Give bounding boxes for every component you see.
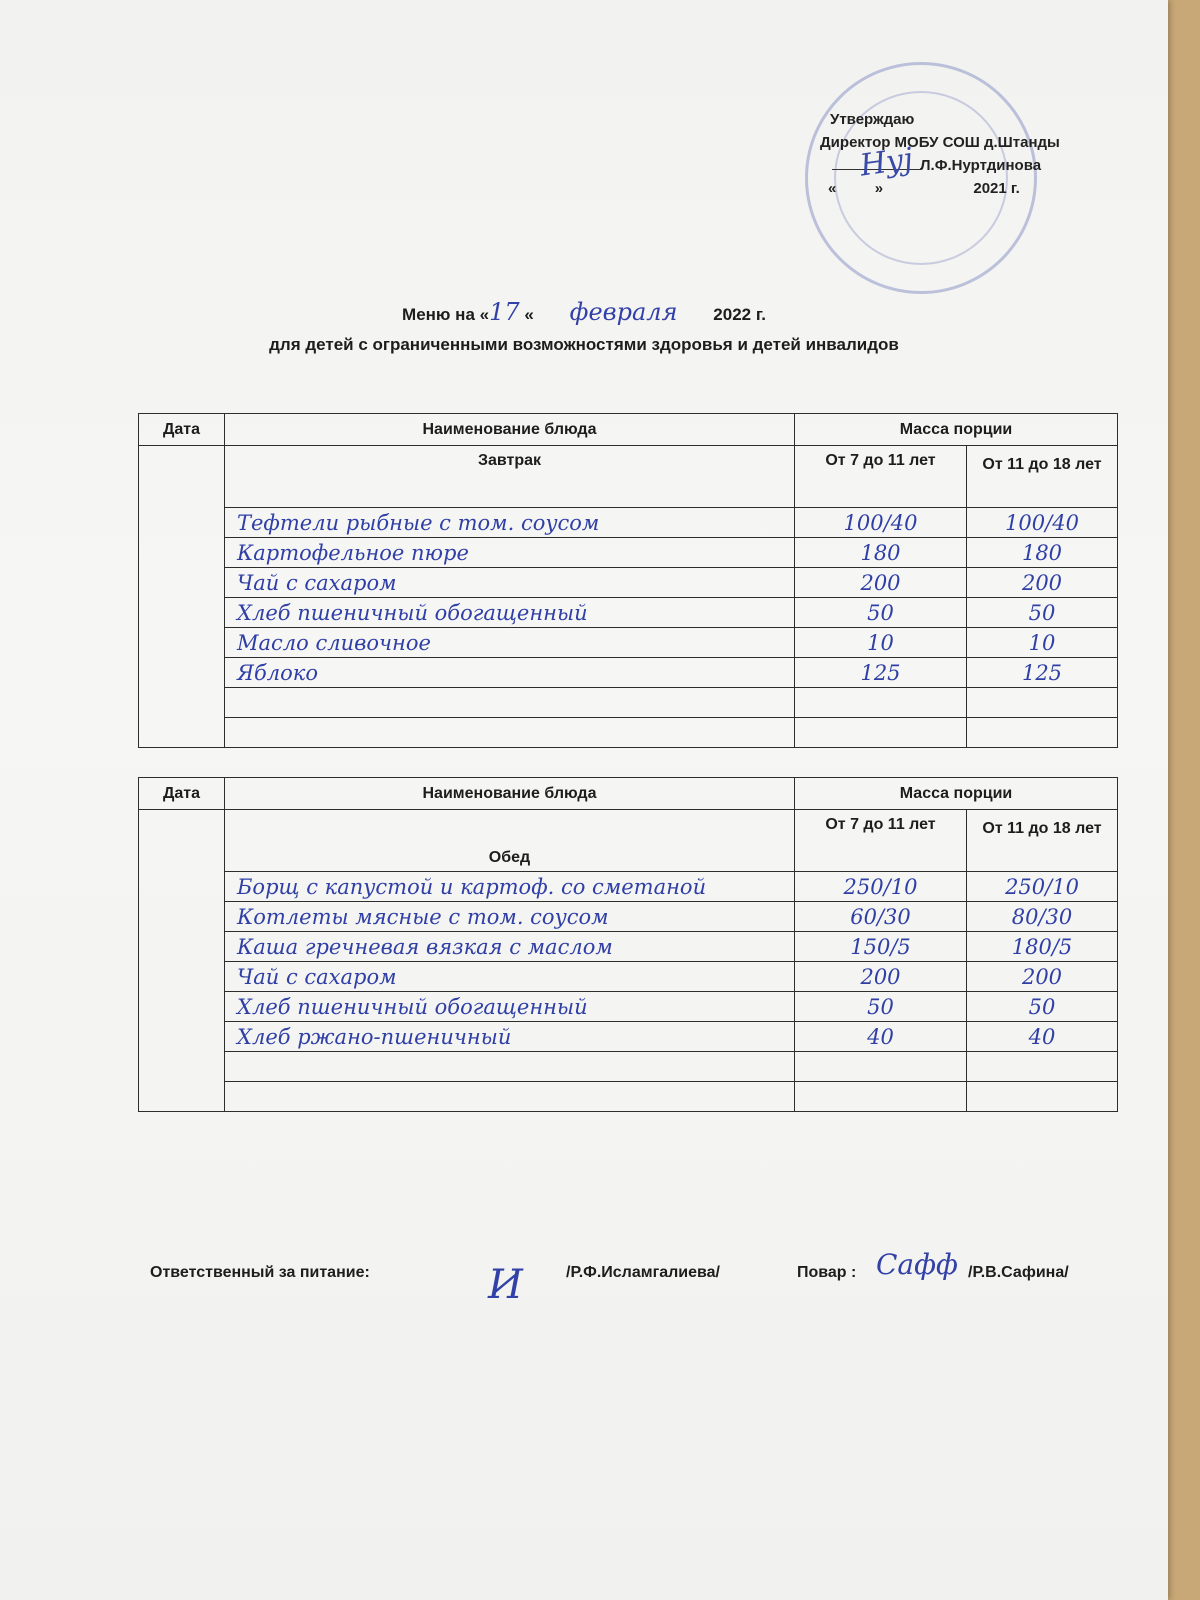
table-row-mass-junior: 125 [795, 658, 967, 688]
table-row-dish: Чай с сахаром [225, 962, 795, 992]
table-row-mass-junior: 50 [795, 598, 967, 628]
table-row-mass-senior: 80/30 [967, 902, 1118, 932]
date-cell [139, 810, 225, 1112]
table-row-mass-senior [967, 1052, 1118, 1082]
table-row-mass-junior: 150/5 [795, 932, 967, 962]
table-row-dish: Каша гречневая вязкая с маслом [225, 932, 795, 962]
table-row-mass-senior [967, 1082, 1118, 1112]
table-row-mass-senior: 125 [967, 658, 1118, 688]
responsible-signature: И [488, 1262, 523, 1308]
col-dish-header: Наименование блюда [225, 414, 795, 446]
table-row-mass-junior: 180 [795, 538, 967, 568]
table-row-mass-junior: 200 [795, 962, 967, 992]
title-mid: « [524, 305, 534, 324]
title-day: 17 [489, 298, 520, 326]
director-signature: Нуј [857, 141, 916, 184]
table-row-dish [225, 688, 795, 718]
meal-label: Обед [225, 810, 795, 872]
responsible-label: Ответственный за питание: [150, 1264, 370, 1281]
table-row-mass-junior: 200 [795, 568, 967, 598]
title-month: февраля [569, 298, 678, 326]
title-year: 2022 г. [713, 305, 766, 324]
col-mass-header: Масса порции [795, 414, 1118, 446]
director-name: Л.Ф.Нуртдинова [920, 157, 1042, 174]
title-prefix: Меню на « [402, 305, 490, 324]
table-row-dish: Борщ с капустой и картоф. со сметаной [225, 872, 795, 902]
table-row-mass-senior: 50 [967, 992, 1118, 1022]
col-date-header: Дата [139, 778, 225, 810]
menu-subtitle: для детей с ограниченными возможностями здоровья и детей инвалидов [269, 335, 899, 354]
age-1-header: От 7 до 11 лет [795, 810, 967, 872]
table-row-dish: Чай с сахаром [225, 568, 795, 598]
table-row-mass-senior: 180/5 [967, 932, 1118, 962]
table-row-mass-senior: 10 [967, 628, 1118, 658]
table-row-mass-senior: 200 [967, 962, 1118, 992]
table-row-mass-senior: 100/40 [967, 508, 1118, 538]
table-row-mass-junior: 100/40 [795, 508, 967, 538]
date-open-quote: « [828, 180, 837, 197]
table-row-dish [225, 1052, 795, 1082]
table-row-dish: Картофельное пюре [225, 538, 795, 568]
table-row-mass-junior: 250/10 [795, 872, 967, 902]
col-dish-header: Наименование блюда [225, 778, 795, 810]
table-row-mass-junior: 50 [795, 992, 967, 1022]
approval-year: 2021 г. [973, 180, 1020, 197]
table-row-mass-junior: 60/30 [795, 902, 967, 932]
table-row-mass-senior [967, 718, 1118, 748]
table-row-mass-junior: 40 [795, 1022, 967, 1052]
cook-signature: Сафф [876, 1248, 958, 1281]
responsible-name: /Р.Ф.Исламгалиева/ [566, 1264, 720, 1281]
age-2-header: От 11 до 18 лет [967, 810, 1118, 872]
table-row-dish: Хлеб пшеничный обогащенный [225, 598, 795, 628]
table-row-mass-senior: 40 [967, 1022, 1118, 1052]
meal-label: Завтрак [225, 446, 795, 508]
table-row-mass-junior [795, 1082, 967, 1112]
date-cell [139, 446, 225, 748]
approval-line-1: Утверждаю [830, 111, 915, 128]
table-row-dish: Масло сливочное [225, 628, 795, 658]
table-row-mass-senior: 180 [967, 538, 1118, 568]
table-row-dish: Тефтели рыбные с том. соусом [225, 508, 795, 538]
table-row-dish: Хлеб пшеничный обогащенный [225, 992, 795, 1022]
table-row-mass-junior [795, 1052, 967, 1082]
table-row-mass-junior: 10 [795, 628, 967, 658]
table-row-dish [225, 718, 795, 748]
table-row-dish: Хлеб ржано-пшеничный [225, 1022, 795, 1052]
menu-title [0, 298, 1168, 326]
cook-name: /Р.В.Сафина/ [968, 1264, 1069, 1281]
table-row-mass-senior: 250/10 [967, 872, 1118, 902]
table-row-mass-senior: 200 [967, 568, 1118, 598]
lunch-table [138, 777, 1118, 1112]
age-1-header: От 7 до 11 лет [795, 446, 967, 508]
table-row-dish [225, 1082, 795, 1112]
table-row-mass-senior [967, 688, 1118, 718]
col-mass-header: Масса порции [795, 778, 1118, 810]
table-row-mass-junior [795, 688, 967, 718]
col-date-header: Дата [139, 414, 225, 446]
breakfast-table [138, 413, 1118, 748]
table-row-mass-senior: 50 [967, 598, 1118, 628]
age-2-header: От 11 до 18 лет [967, 446, 1118, 508]
date-close-quote: » [874, 180, 884, 197]
table-row-mass-junior [795, 718, 967, 748]
approval-line-2: Директор МОБУ СОШ д.Штанды [820, 134, 1060, 151]
table-row-dish: Яблоко [225, 658, 795, 688]
cook-label: Повар : [797, 1264, 857, 1281]
table-row-dish: Котлеты мясные с том. соусом [225, 902, 795, 932]
